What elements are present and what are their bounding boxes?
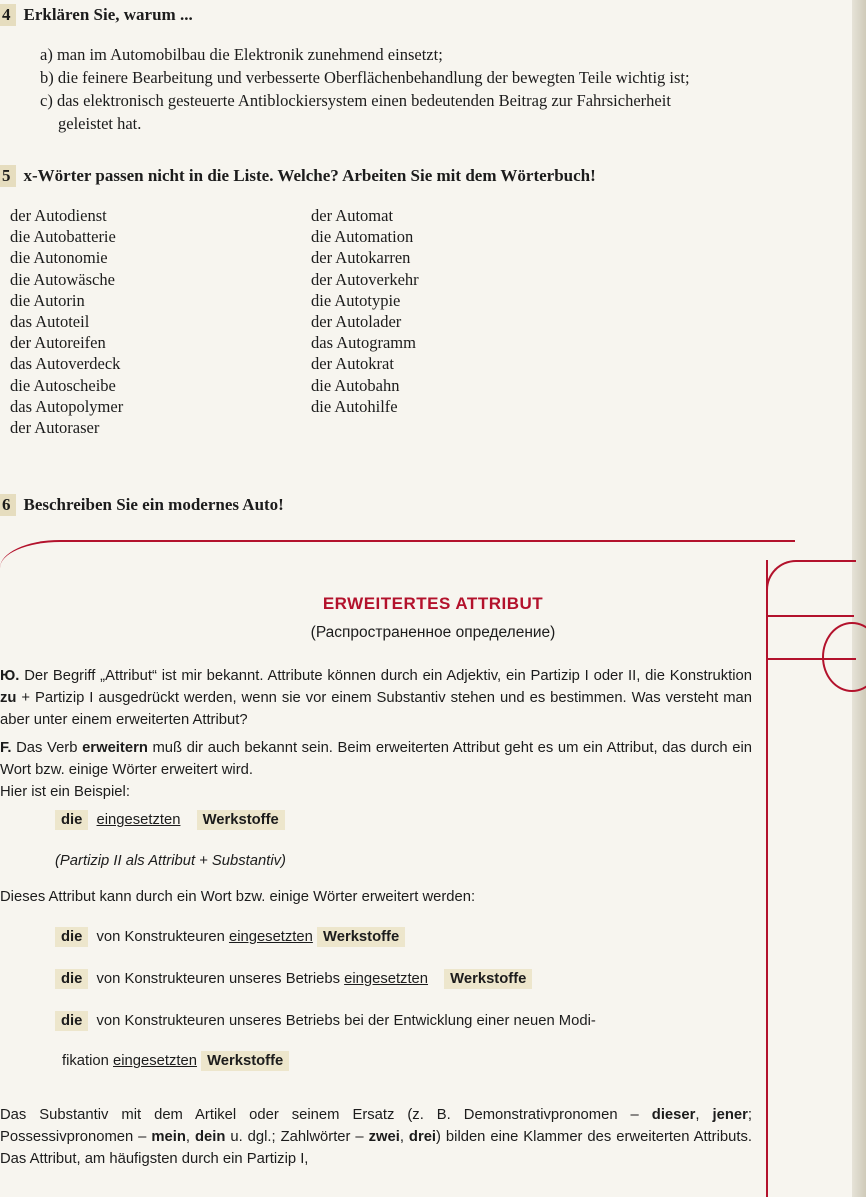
list-item: das Autoteil: [10, 312, 90, 332]
list-item: der Automat: [311, 206, 394, 225]
text-run-bold: drei: [408, 1129, 437, 1145]
list-item: der Autokarren: [311, 248, 411, 268]
example-extended-3-cont: [62, 1053, 289, 1069]
text-run-bold: zu: [0, 690, 17, 706]
list-item: der Autokrat: [311, 354, 394, 374]
paragraph-2: [0, 737, 752, 781]
list-item: das Autopolymer: [10, 396, 124, 416]
list-item: die Autotypie: [311, 290, 401, 310]
exercise-4-item-b: b) die feinere Bearbeitung und verbesserte Oberflächenbehandlung der bewegten Teile wichtig ist;: [40, 68, 690, 87]
list-item: das Autogramm: [311, 333, 416, 353]
list-item: die Autorin: [10, 290, 85, 310]
exercise-4-item-c-cont: geleistet hat.: [58, 114, 142, 133]
grammar-subtitle: (Распространенное определение): [310, 624, 556, 641]
text-run: muß dir auch bekannt sein. Beim erweiterten Attribut geht es um ein Attribut, das durch ein Wort bzw. einige Wörter erweitert wird.: [0, 740, 752, 778]
example-extended-2: [55, 971, 532, 987]
exercise-5-heading: [0, 165, 596, 187]
text-run: Der Begriff „Attribut“ ist mir bekannt. Attribute können durch ein Adjektiv, ein Partizip I oder II, die Konstruktion: [19, 668, 752, 684]
speaker-marker: F.: [0, 740, 12, 756]
example-participle: eingesetzten: [344, 971, 429, 987]
exercise-6-title: Beschreiben Sie ein modernes Auto!: [23, 495, 284, 514]
example-article: die: [55, 1011, 88, 1031]
text-run: ,: [695, 1107, 713, 1123]
paragraph-1: [0, 665, 752, 731]
example-participle: eingesetzten: [228, 929, 313, 945]
text-run: u. dgl.; Zahlwörter –: [225, 1129, 369, 1145]
example-participle: eingesetzten: [96, 812, 181, 828]
list-item: der Autodienst: [10, 206, 107, 225]
list-item: der Autolader: [311, 312, 402, 332]
exercise-5-title: x-Wörter passen nicht in die Liste. Welche? Arbeiten Sie mit dem Wörterbuch!: [23, 166, 596, 185]
example-extended-1: [55, 929, 405, 945]
list-item: die Autoscheibe: [10, 375, 116, 395]
example-extension: fikation: [62, 1053, 109, 1069]
list-item: die Autonomie: [10, 248, 108, 268]
paragraph-4: Dieses Attribut kann durch ein Wort bzw. einige Wörter erweitert werden:: [0, 889, 476, 905]
exercise-4-heading: [0, 4, 193, 26]
list-item: die Autowäsche: [10, 269, 115, 289]
word-list-column-1: [10, 205, 123, 438]
list-item: die Autobatterie: [10, 227, 116, 247]
text-run: ; Possessivpronomen –: [0, 1107, 752, 1145]
example-article: die: [55, 927, 88, 947]
exercise-4-title: Erklären Sie, warum ...: [23, 5, 193, 24]
exercise-6-number: 6: [0, 494, 16, 516]
text-run-bold: mein: [151, 1129, 186, 1145]
example-note: (Partizip II als Attribut + Substantiv): [55, 853, 286, 869]
list-item: der Autoreifen: [10, 333, 106, 353]
example-noun: Werkstoffe: [444, 969, 532, 989]
exercise-5-number: 5: [0, 165, 16, 187]
example-extension: von Konstrukteuren: [96, 929, 225, 945]
paragraph-3: Hier ist ein Beispiel:: [0, 784, 130, 800]
example-article: die: [55, 810, 88, 830]
text-run-bold: dieser: [651, 1107, 696, 1123]
exercise-6-heading: [0, 494, 284, 516]
exercise-4-number: 4: [0, 4, 16, 26]
example-extension: von Konstrukteuren unseres Betriebs: [96, 971, 340, 987]
box-frame-tab-line: [766, 615, 854, 617]
text-run: ) bilden eine Klammer des erweiterten Attributs. Das Attribut, am häufigsten durch ein Partizip I,: [0, 1129, 752, 1167]
list-item: die Autohilfe: [311, 396, 398, 416]
speaker-marker: Ю.: [0, 668, 20, 684]
example-noun: Werkstoffe: [317, 927, 405, 947]
example-participle: eingesetzten: [113, 1053, 197, 1069]
text-run-bold: zwei: [368, 1129, 400, 1145]
text-run: Das Verb: [11, 740, 83, 756]
list-item: das Autoverdeck: [10, 354, 121, 374]
text-run: + Partizip I ausgedrückt werden, wenn sie vor einem Substantiv stehen und es bestimmen. Was versteht man aber unter einem erweiterten Attribut?: [0, 690, 752, 728]
text-run: Das Substantiv mit dem Artikel oder seinem Ersatz (z. B. Demonstrativpronomen –: [0, 1107, 652, 1123]
example-extension: von Konstrukteuren unseres Betriebs bei der Entwicklung einer neuen Modi-: [96, 1013, 596, 1029]
exercise-4-item-c: c) das elektronisch gesteuerte Antiblockiersystem einen bedeutenden Beitrag zur Fahrsicherheit: [40, 91, 671, 110]
example-extended-3: [55, 1013, 596, 1029]
list-item: die Autobahn: [311, 375, 400, 395]
list-item: die Automation: [311, 227, 414, 247]
example-article: die: [55, 969, 88, 989]
word-list-column-2: [311, 205, 419, 417]
paragraph-5: [0, 1104, 752, 1170]
text-run-bold: dein: [194, 1129, 226, 1145]
text-run-bold: erweitern: [82, 740, 148, 756]
list-item: der Autoraser: [10, 418, 100, 438]
text-run: ,: [399, 1129, 409, 1145]
text-run-bold: jener: [712, 1107, 748, 1123]
example-noun: Werkstoffe: [197, 810, 285, 830]
example-basic: [55, 812, 285, 828]
list-item: der Autoverkehr: [311, 269, 419, 289]
text-run: ,: [185, 1129, 195, 1145]
grammar-title: ERWEITERTES ATTRIBUT: [322, 594, 544, 613]
exercise-4-item-a: a) man im Automobilbau die Elektronik zunehmend einsetzt;: [40, 45, 443, 64]
box-frame-top: [60, 540, 795, 562]
example-noun: Werkstoffe: [201, 1051, 289, 1071]
